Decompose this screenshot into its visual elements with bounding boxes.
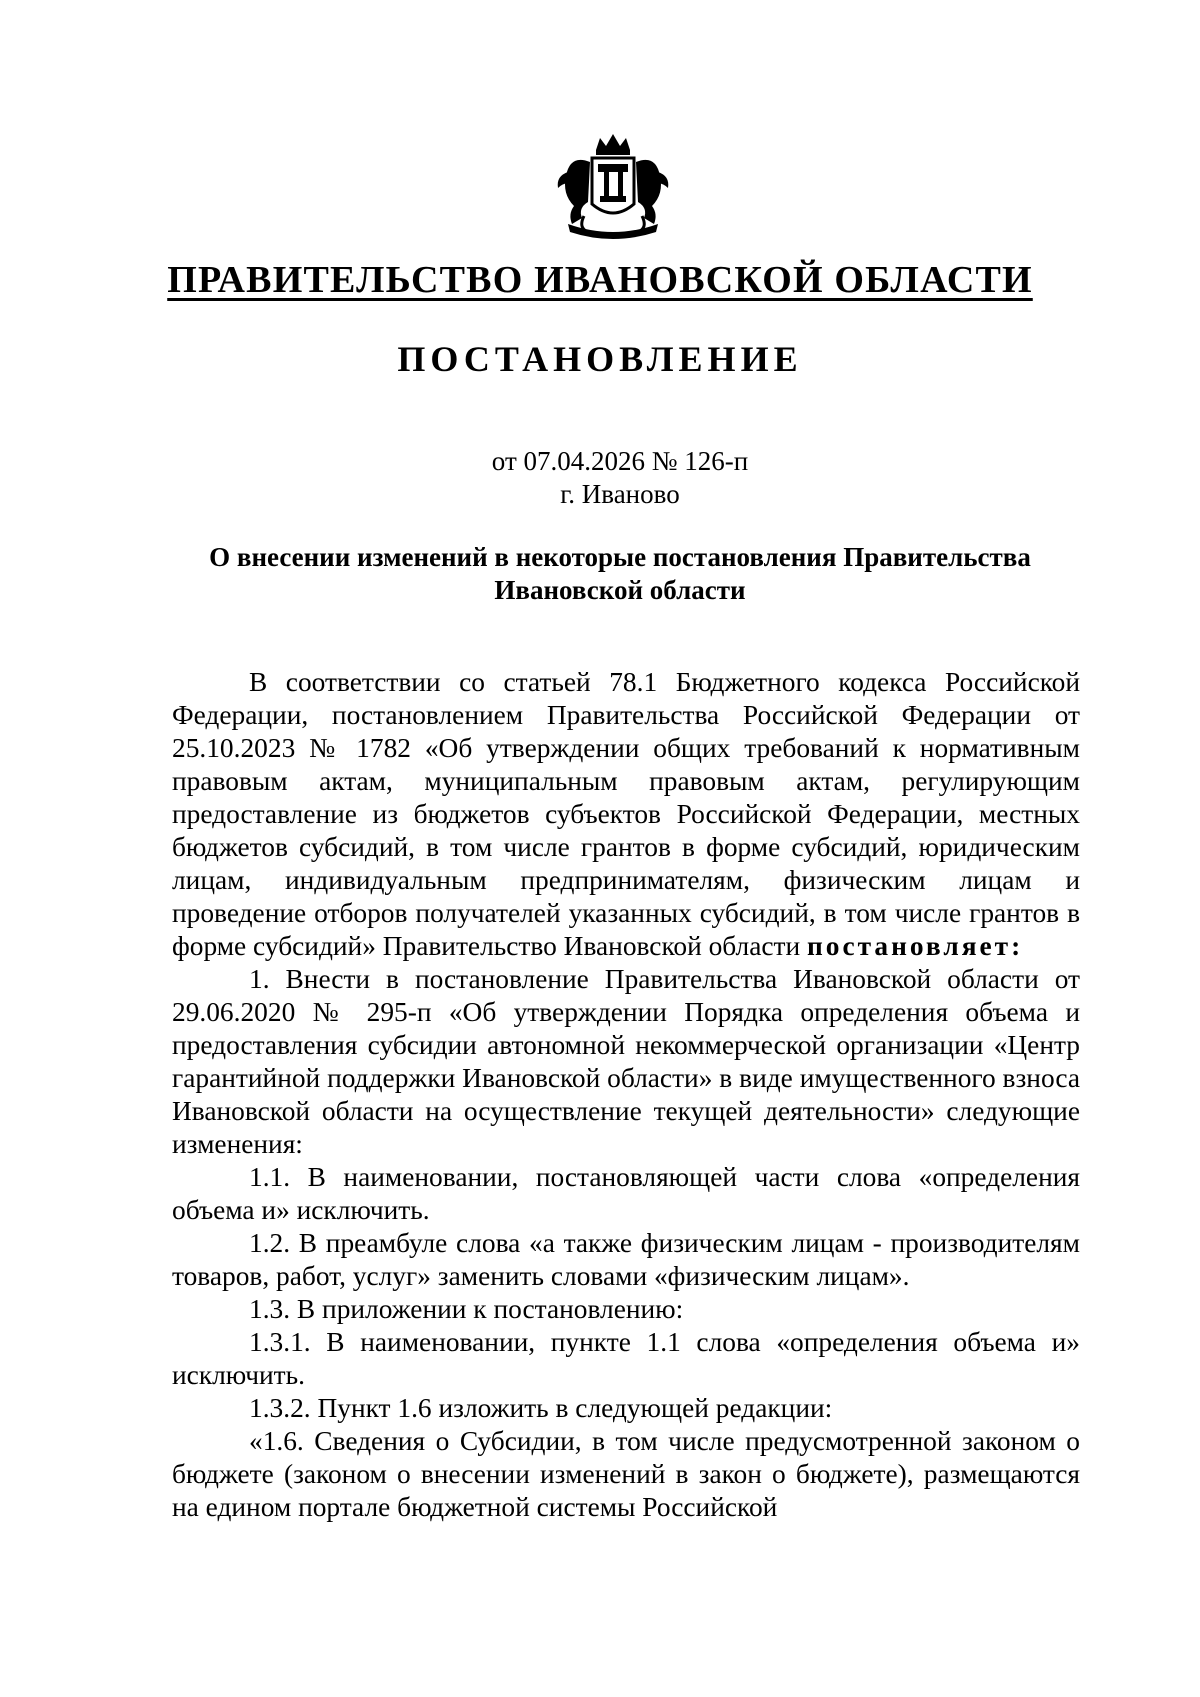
document-subject: О внесении изменений в некоторые постановления Правительства Ивановской области [209, 542, 1031, 605]
date-number: от 07.04.2026 № 126-п [491, 446, 749, 476]
preamble-paragraph [172, 666, 1080, 963]
item-1-6-quote: «1.6. Сведения о Субсидии, в том числе предусмотренной законом о бюджете (законом о внесении изменений в закон о бюджете), размещаются на едином портале бюджетной системы Российской [172, 1426, 1080, 1522]
preamble-text: В соответствии со статьей 78.1 Бюджетного кодекса Российской Федерации, постановлением Правительства Российской Федерации от 25.10.2023 № 1782 «Об утверждении общих требований к нормативным правовым актам, муниципальным правовым актам, регулирующим предоставление из бюджетов субъектов Российской Федерации, местных бюджетов субсидий, в том числе грантов в форме субсидий, юридическим лицам, индивидуальным предпринимателям, физическим лицам и проведение отборов получателей указанных субсидий, в том числе грантов в форме субсидий» Правительство Ивановской области [172, 667, 1080, 961]
item-1: 1. Внести в постановление Правительства Ивановской области от 29.06.2020 № 295-п «Об утверждении Порядка определения объема и предоставления субсидии автономной некоммерческой организации «Центр гарантийной поддержки Ивановской области» в виде имущественного взноса Ивановской области на осуществление текущей деятельности» следующие изменения: [172, 964, 1080, 1159]
item-1-2: 1.2. В преамбуле слова «а также физическим лицам - производителям товаров, работ, услуг» заменить словами «физическим лицам». [172, 1228, 1080, 1291]
item-1-3-1: 1.3.1. В наименовании, пункте 1.1 слова «определения объема и» исключить. [172, 1327, 1080, 1390]
preamble-verb: постановляет: [807, 931, 1024, 961]
document-type: ПОСТАНОВЛЕНИЕ [397, 339, 803, 379]
city: г. Иваново [560, 479, 680, 509]
item-1-3: 1.3. В приложении к постановлению: [249, 1294, 684, 1324]
government-title: ПРАВИТЕЛЬСТВО ИВАНОВСКОЙ ОБЛАСТИ [167, 259, 1033, 301]
item-1-1: 1.1. В наименовании, постановляющей части слова «определения объема и» исключить. [172, 1162, 1080, 1225]
coat-of-arms-icon [548, 132, 678, 242]
document-body [172, 666, 1080, 1524]
item-1-3-2: 1.3.2. Пункт 1.6 изложить в следующей редакции: [249, 1393, 833, 1423]
